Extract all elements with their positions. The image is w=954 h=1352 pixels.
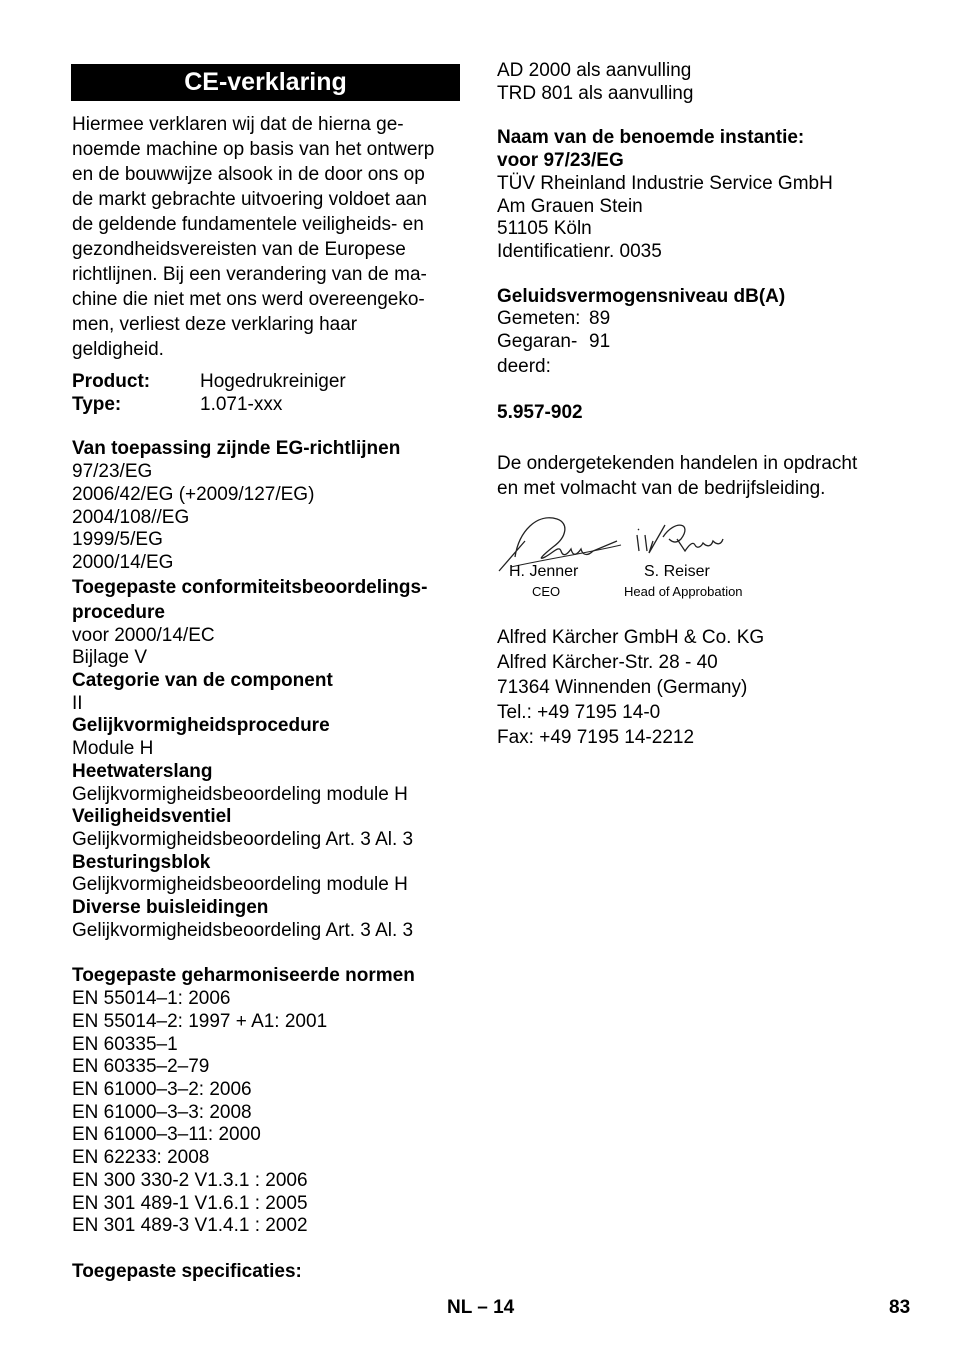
product-row [72, 371, 460, 394]
signer-2-name: S. Reiser [644, 563, 710, 581]
buis-heading: Diverse buisleidingen [72, 897, 269, 919]
instantie-line: 51105 Köln [497, 218, 592, 240]
instantie-line: Identificatienr. 0035 [497, 240, 662, 262]
intro-line: de markt gebrachte uitvoering voldoet aan [72, 189, 427, 210]
eg-heading: Van toepassing zijnde EG-richtlijnen [72, 438, 401, 460]
gelijk-value: Module H [72, 738, 154, 760]
signer-1-name: H. Jenner [509, 563, 579, 581]
ondergetekenden-line: en met volmacht van de bedrijfsleiding. [497, 478, 826, 500]
norm-item: EN 61000–3–11: 2000 [72, 1124, 261, 1146]
page-title: CE-verklaring [71, 64, 460, 101]
product-value: Hogedrukreiniger [200, 371, 346, 392]
gemeten-row [497, 308, 897, 331]
ventiel-heading: Veiligheidsventiel [72, 806, 232, 828]
address-line: Tel.: +49 7195 14-0 [497, 702, 661, 724]
gemeten-value: 89 [589, 308, 611, 330]
ventiel-value: Gelijkvormigheidsbeoordeling Art. 3 Al. 3 [72, 828, 414, 850]
intro-paragraph [72, 112, 460, 362]
intro-line: men, verliest deze verklaring haar [72, 314, 358, 335]
instantie-heading-cont: voor 97/23/EG [497, 150, 624, 172]
type-row [72, 394, 460, 417]
left-column [72, 64, 460, 1284]
eg-item: 97/23/EG [72, 461, 153, 483]
address-line: Fax: +49 7195 14-2212 [497, 727, 695, 749]
footer-language-page: NL – 14 [447, 1297, 515, 1318]
address-line: Alfred Kärcher-Str. 28 - 40 [497, 652, 718, 674]
norm-item: EN 60335–1 [72, 1033, 178, 1055]
eg-item: 2000/14/EG [72, 551, 174, 573]
norm-item: EN 62233: 2008 [72, 1147, 210, 1169]
footer-page-number: 83 [889, 1297, 911, 1318]
address-line: Alfred Kärcher GmbH & Co. KG [497, 627, 765, 649]
intro-line: de geldende fundamentele veiligheids- en [72, 214, 424, 235]
type-label: Type: [72, 393, 122, 415]
instantie-line: Am Grauen Stein [497, 195, 643, 217]
address-line: 71364 Winnenden (Germany) [497, 677, 748, 699]
intro-line: geldigheid. [72, 339, 164, 360]
eg-item: 2006/42/EG (+2009/127/EG) [72, 483, 315, 505]
company-address [497, 625, 897, 750]
intro-line: chine die niet met ons werd overeengeko- [72, 289, 425, 310]
gemeten-label: Gemeten: [497, 308, 581, 330]
intro-line: richtlijnen. Bij een verandering van de ma- [72, 264, 427, 285]
besturing-value: Gelijkvormigheidsbeoordeling module H [72, 874, 408, 896]
besturing-heading: Besturingsblok [72, 851, 211, 873]
category-heading: Categorie van de component [72, 670, 333, 692]
buis-value: Gelijkvormigheidsbeoordeling Art. 3 Al. 3 [72, 919, 414, 941]
norm-item: EN 55014–2: 1997 + A1: 2001 [72, 1010, 328, 1032]
conformity-heading: Toegepaste conformiteitsbeoordelings- [72, 576, 428, 598]
intro-line: noemde machine op basis van het ontwerp [72, 139, 435, 160]
eg-item: 1999/5/EG [72, 529, 163, 551]
conformity-line: Bijlage V [72, 647, 147, 669]
right-column [497, 60, 897, 750]
category-value: II [72, 692, 83, 714]
heetwater-value: Gelijkvormigheidsbeoordeling module H [72, 783, 408, 805]
type-value: 1.071-xxx [200, 393, 283, 415]
intro-line: Hiermee verklaren wij dat de hierna ge- [72, 114, 404, 135]
norm-item: EN 55014–1: 2006 [72, 988, 231, 1010]
doc-number: 5.957-902 [497, 402, 583, 424]
ondergetekenden-line: De ondergetekenden handelen in opdracht [497, 453, 858, 475]
gegarandeerd-label [497, 331, 589, 378]
signer-2-role: Head of Approbation [624, 584, 743, 600]
norm-item: EN 300 330-2 V1.3.1 : 2006 [72, 1169, 308, 1191]
specificaties-heading: Toegepaste specificaties: [72, 1260, 302, 1282]
instantie-heading: Naam van de benoemde instantie: [497, 127, 805, 149]
intro-line: gezondheidsvereisten van de Europese [72, 239, 406, 260]
ad-line: AD 2000 als aanvulling [497, 60, 692, 81]
gegarandeerd-row [497, 331, 897, 378]
gegarandeerd-value: 91 [589, 331, 611, 353]
gegarandeerd-label-line: deerd: [497, 355, 551, 377]
intro-line: en de bouwwijze alsook in de door ons op [72, 164, 425, 185]
gelijk-heading: Gelijkvormigheidsprocedure [72, 715, 330, 737]
conformity-heading-cont: procedure [72, 601, 165, 623]
signature-block [497, 511, 897, 611]
heetwater-heading: Heetwaterslang [72, 760, 213, 782]
norm-item: EN 60335–2–79 [72, 1056, 210, 1078]
norm-item: EN 61000–3–2: 2006 [72, 1078, 252, 1100]
geluid-heading: Geluidsvermogensniveau dB(A) [497, 285, 786, 307]
norm-item: EN 301 489-1 V1.6.1 : 2005 [72, 1192, 308, 1214]
norm-item: EN 61000–3–3: 2008 [72, 1101, 252, 1123]
norm-item: EN 301 489-3 V1.4.1 : 2002 [72, 1215, 308, 1237]
conformity-line: voor 2000/14/EC [72, 624, 215, 646]
product-label: Product: [72, 371, 151, 392]
normen-heading: Toegepaste geharmoniseerde normen [72, 965, 415, 987]
signer-1-role: CEO [532, 584, 561, 600]
signature-reiser [637, 525, 723, 553]
eg-item: 2004/108//EG [72, 506, 190, 528]
gegarandeerd-label-line: Gegaran- [497, 331, 578, 353]
instantie-line: TÜV Rheinland Industrie Service GmbH [497, 172, 833, 194]
trd-line: TRD 801 als aanvulling [497, 82, 694, 104]
